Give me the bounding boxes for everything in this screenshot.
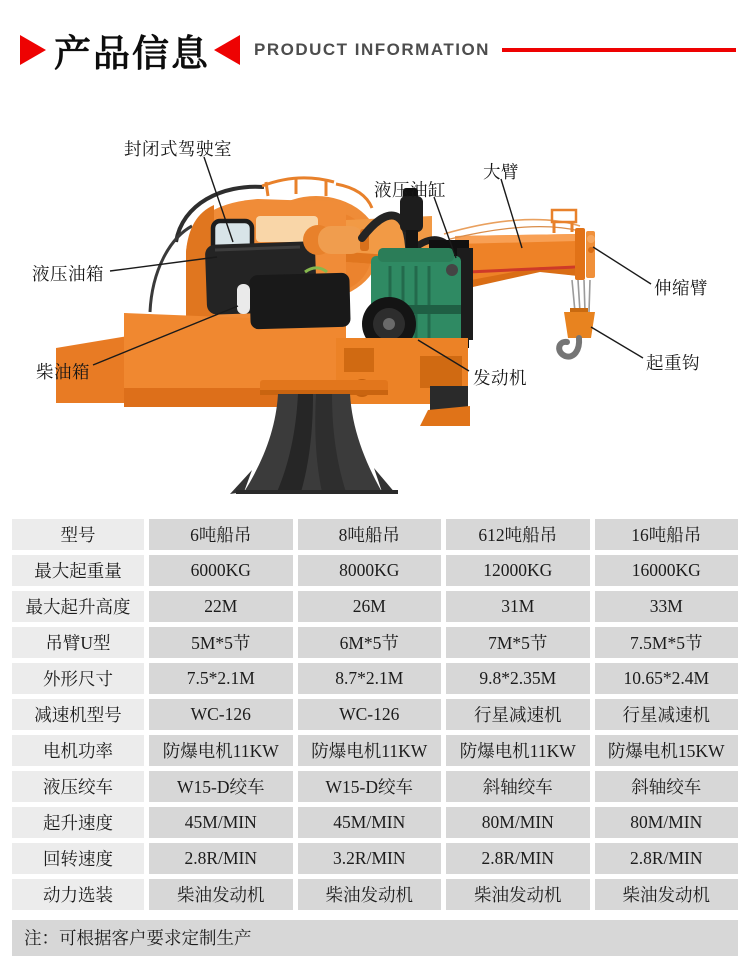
spec-value-cell: W15-D绞车 <box>298 771 442 802</box>
spec-value-cell: 2.8R/MIN <box>446 843 590 874</box>
label-telescopic-arm: 伸缩臂 <box>654 278 708 298</box>
spec-value-cell: 22M <box>149 591 293 622</box>
spec-value-cell: 行星减速机 <box>446 699 590 730</box>
spec-row-label: 回转速度 <box>12 843 144 874</box>
table-row <box>12 555 738 586</box>
spec-value-cell: WC-126 <box>149 699 293 730</box>
label-diesel-tank: 柴油箱 <box>36 362 90 382</box>
table-row <box>12 807 738 838</box>
spec-row-label: 吊臂U型 <box>12 627 144 658</box>
spec-value-cell: 柴油发动机 <box>149 879 293 910</box>
spec-value-cell: 防爆电机11KW <box>446 735 590 766</box>
label-lifting-hook: 起重钩 <box>646 353 700 373</box>
spec-row-label: 最大起升高度 <box>12 591 144 622</box>
spec-value-cell: 斜轴绞车 <box>595 771 739 802</box>
spec-value-cell: 6000KG <box>149 555 293 586</box>
table-row <box>12 519 738 550</box>
spec-value-cell: 16吨船吊 <box>595 519 739 550</box>
crane-illustration <box>0 100 750 514</box>
spec-value-cell: 9.8*2.35M <box>446 663 590 694</box>
spec-value-cell: 12000KG <box>446 555 590 586</box>
spec-value-cell: 防爆电机11KW <box>149 735 293 766</box>
spec-value-cell: 16000KG <box>595 555 739 586</box>
table-row <box>12 627 738 658</box>
table-row <box>12 591 738 622</box>
spec-value-cell: 33M <box>595 591 739 622</box>
header <box>0 0 750 100</box>
table-row <box>12 843 738 874</box>
spec-value-cell: 31M <box>446 591 590 622</box>
note-text: 注：可根据客户要求定制生产 <box>12 920 738 956</box>
spec-table-body <box>12 519 738 910</box>
spec-row-label: 动力选装 <box>12 879 144 910</box>
header-divider-line <box>502 48 736 52</box>
label-main-boom: 大臂 <box>483 162 519 182</box>
spec-value-cell: 行星减速机 <box>595 699 739 730</box>
spec-value-cell: 2.8R/MIN <box>149 843 293 874</box>
spec-value-cell: 612吨船吊 <box>446 519 590 550</box>
spec-value-cell: 6M*5节 <box>298 627 442 658</box>
spec-value-cell: 7.5*2.1M <box>149 663 293 694</box>
spec-row-label: 型号 <box>12 519 144 550</box>
spec-value-cell: 防爆电机11KW <box>298 735 442 766</box>
hook-assembly <box>559 280 595 357</box>
label-engine: 发动机 <box>473 368 527 388</box>
spec-value-cell: 5M*5节 <box>149 627 293 658</box>
spec-value-cell: WC-126 <box>298 699 442 730</box>
spec-value-cell: 3.2R/MIN <box>298 843 442 874</box>
table-row <box>12 699 738 730</box>
spec-value-cell: 10.65*2.4M <box>595 663 739 694</box>
boom-tip <box>575 228 595 280</box>
spec-value-cell: 斜轴绞车 <box>446 771 590 802</box>
spec-row-label: 最大起重量 <box>12 555 144 586</box>
spec-row-label: 起升速度 <box>12 807 144 838</box>
spec-table <box>7 514 743 915</box>
label-hydraulic-oil-tank: 液压油箱 <box>32 264 104 284</box>
spec-row-label: 减速机型号 <box>12 699 144 730</box>
hook-block <box>564 312 595 338</box>
spec-value-cell: 8吨船吊 <box>298 519 442 550</box>
crane-figure <box>0 100 750 514</box>
spec-value-cell: 防爆电机15KW <box>595 735 739 766</box>
label-hydraulic-cylinder: 液压油缸 <box>374 180 446 200</box>
table-row <box>12 663 738 694</box>
page-subtitle: PRODUCT INFORMATION <box>254 40 490 59</box>
spec-value-cell: 80M/MIN <box>446 807 590 838</box>
spec-value-cell: 8.7*2.1M <box>298 663 442 694</box>
spec-row-label: 电机功率 <box>12 735 144 766</box>
spec-value-cell: W15-D绞车 <box>149 771 293 802</box>
spec-value-cell: 45M/MIN <box>298 807 442 838</box>
spec-value-cell: 45M/MIN <box>149 807 293 838</box>
hook-curve <box>559 338 579 357</box>
spec-value-cell: 柴油发动机 <box>446 879 590 910</box>
spec-value-cell: 80M/MIN <box>595 807 739 838</box>
spec-row-label: 外形尺寸 <box>12 663 144 694</box>
spec-value-cell: 7M*5节 <box>446 627 590 658</box>
spec-value-cell: 6吨船吊 <box>149 519 293 550</box>
spec-value-cell: 26M <box>298 591 442 622</box>
triangle-right-icon <box>20 35 46 65</box>
spec-value-cell: 7.5M*5节 <box>595 627 739 658</box>
spec-value-cell: 8000KG <box>298 555 442 586</box>
page-title: 产品信息 <box>54 33 210 74</box>
label-enclosed-cab: 封闭式驾驶室 <box>124 139 232 159</box>
table-row <box>12 735 738 766</box>
triangle-left-icon <box>214 35 240 65</box>
table-row <box>12 771 738 802</box>
spec-value-cell: 柴油发动机 <box>595 879 739 910</box>
spec-row-label: 液压绞车 <box>12 771 144 802</box>
spec-value-cell: 2.8R/MIN <box>595 843 739 874</box>
spec-value-cell: 柴油发动机 <box>298 879 442 910</box>
table-row <box>12 879 738 910</box>
